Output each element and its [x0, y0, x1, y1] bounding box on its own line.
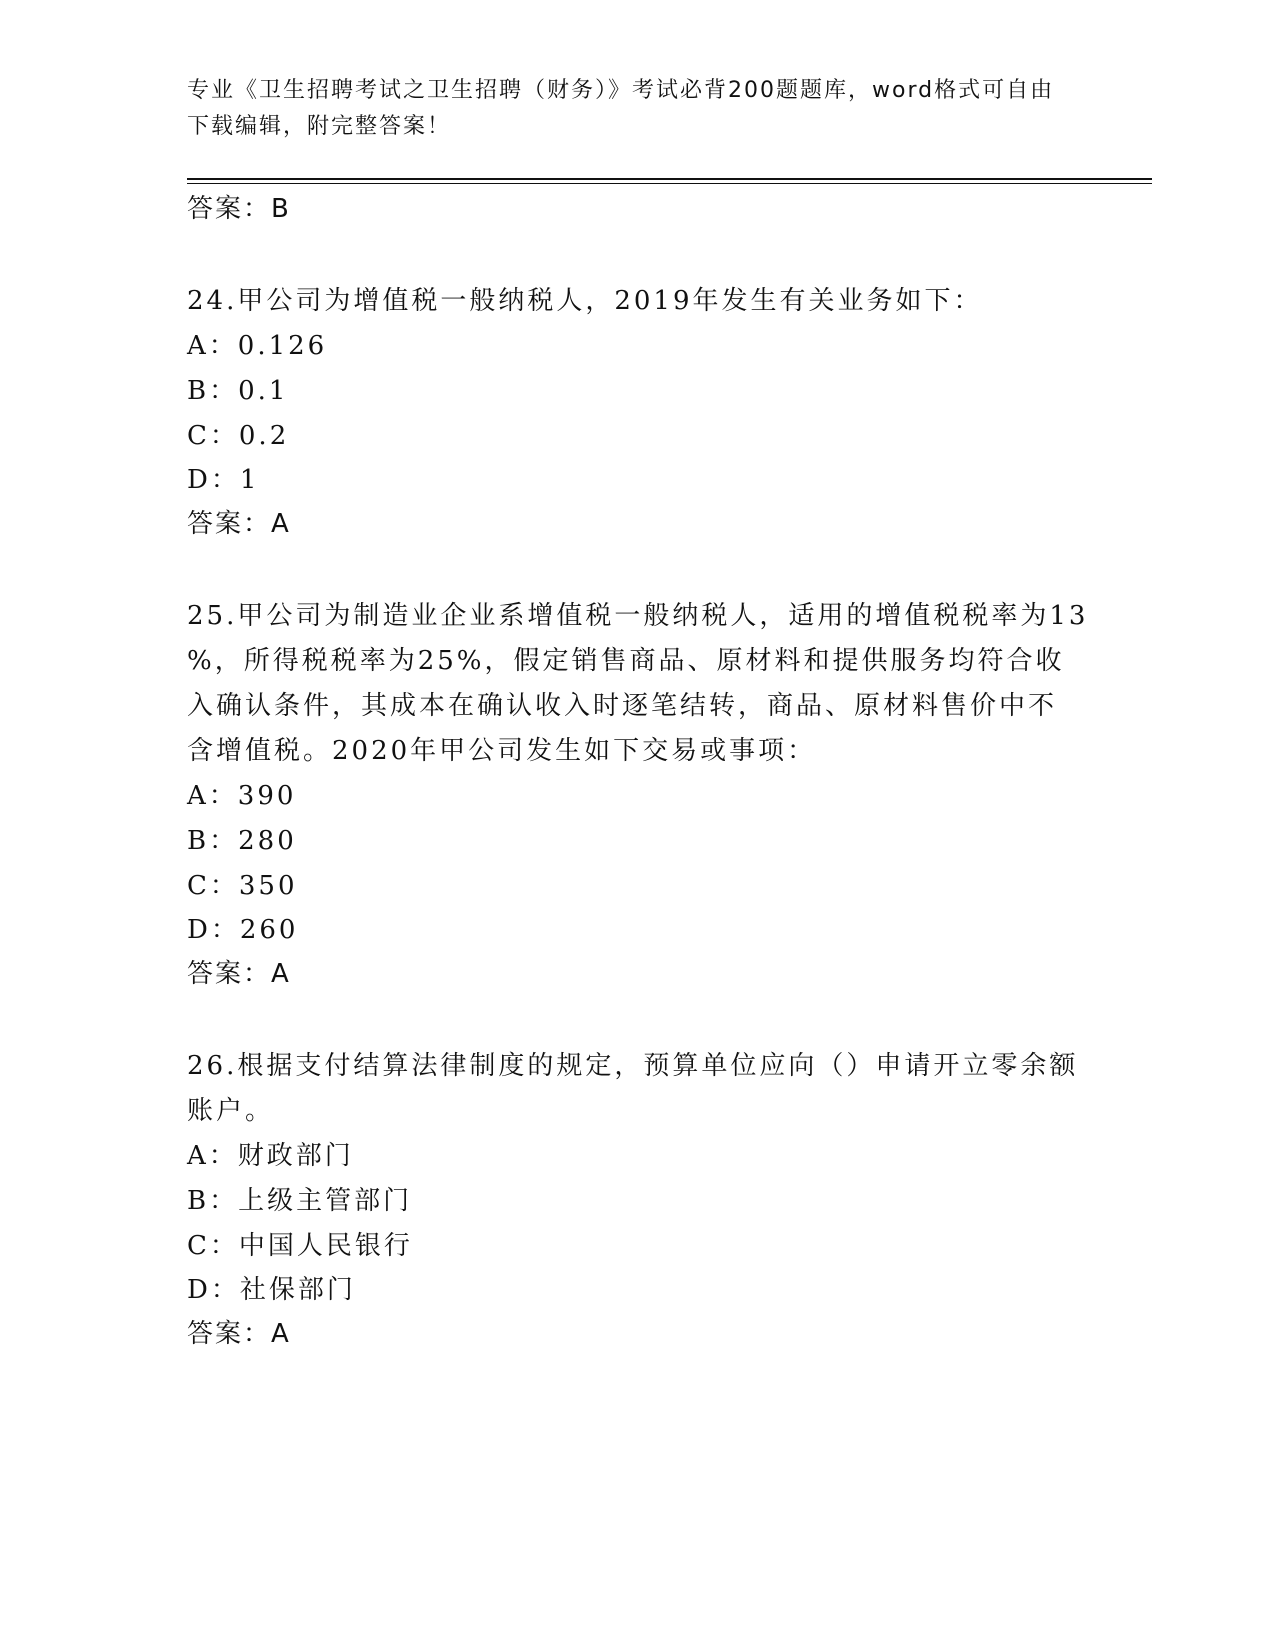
question-25-option-d: D：260 — [187, 915, 299, 945]
question-24-option-c: C：0.2 — [187, 421, 290, 451]
question-26-option-c: C：中国人民银行 — [187, 1231, 413, 1261]
question-26-option-a: A：财政部门 — [187, 1141, 354, 1171]
question-26-answer: 答案：A — [187, 1319, 291, 1349]
question-24-option-d: D：1 — [187, 465, 260, 495]
question-26-option-d: D：社保部门 — [187, 1275, 356, 1305]
question-24-text: 24.甲公司为增值税一般纳税人，2019年发生有关业务如下： — [187, 286, 983, 316]
question-25-answer: 答案：A — [187, 959, 291, 989]
question-25-text-line-3: 入确认条件，其成本在确认收入时逐笔结转，商品、原材料售价中不 — [187, 691, 1058, 721]
question-25-option-c: C：350 — [187, 871, 298, 901]
previous-answer: 答案：B — [187, 194, 291, 224]
question-25-option-a: A：390 — [187, 781, 297, 811]
question-25-text-line-2: %，所得税税率为25%，假定销售商品、原材料和提供服务均符合收 — [187, 646, 1065, 676]
header-divider-thin — [187, 183, 1152, 184]
question-26-option-b: B：上级主管部门 — [187, 1186, 413, 1216]
question-24-option-b: B：0.1 — [187, 376, 289, 406]
document-header: 专业《卫生招聘考试之卫生招聘（财务）》考试必背200题题库，word格式可自由下载编辑，附完整答案！ — [187, 78, 1055, 139]
header-divider-thick — [187, 178, 1152, 180]
question-26-text-line-2: 账户。 — [187, 1096, 275, 1126]
question-26-text-line-1: 26.根据支付结算法律制度的规定，预算单位应向（）申请开立零余额 — [187, 1051, 1079, 1081]
question-25-text-line-1: 25.甲公司为制造业企业系增值税一般纳税人，适用的增值税税率为13 — [187, 601, 1089, 631]
question-25-text-line-4: 含增值税。2020年甲公司发生如下交易或事项： — [187, 736, 817, 766]
question-25-option-b: B：280 — [187, 826, 297, 856]
question-24-option-a: A：0.126 — [187, 331, 328, 361]
question-24-answer: 答案：A — [187, 509, 291, 539]
